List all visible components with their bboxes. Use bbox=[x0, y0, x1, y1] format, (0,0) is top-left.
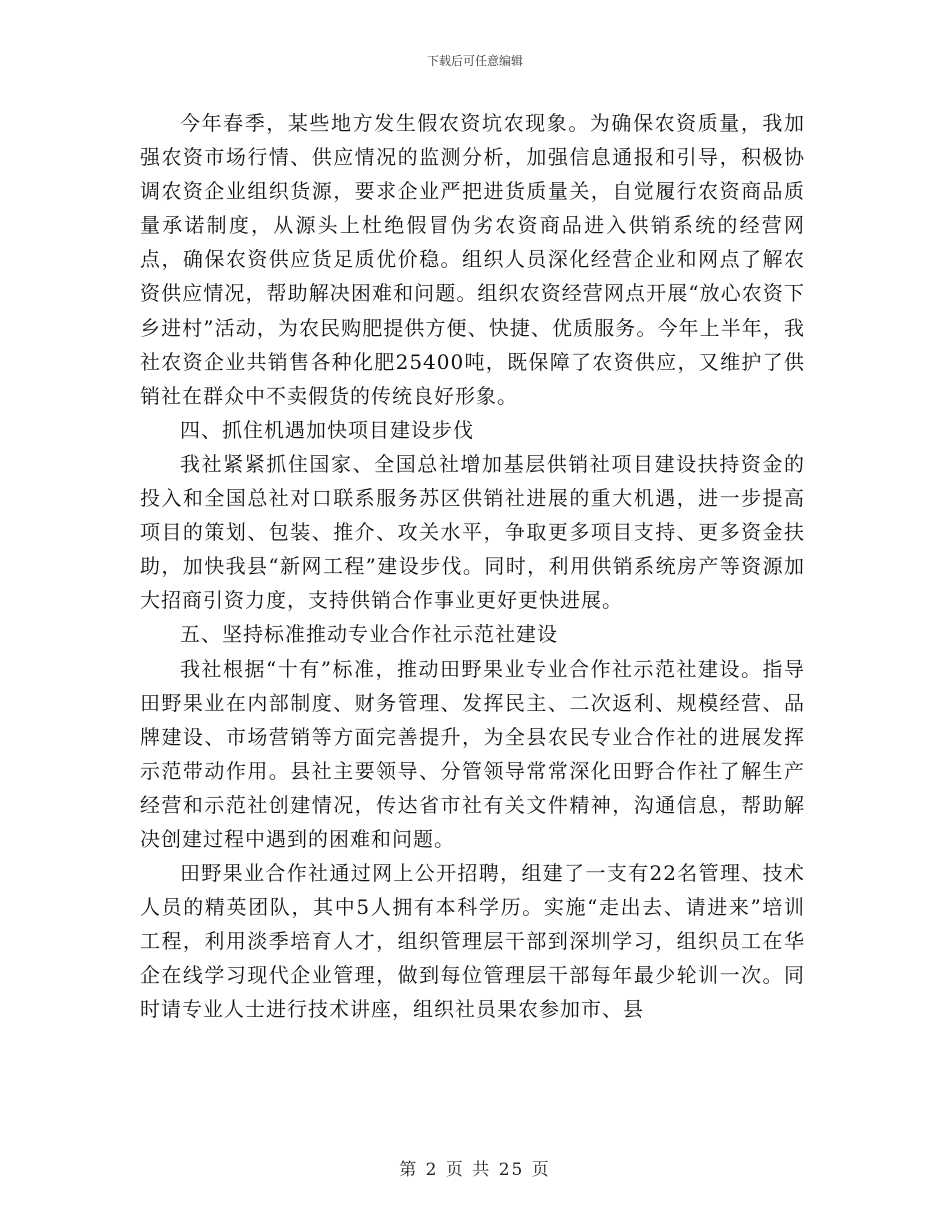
page-number-footer: 第 2 页 共 25 页 bbox=[399, 1160, 551, 1180]
paragraph-agri-supply: 今年春季，某些地方发生假农资坑农现象。为确保农资质量，我加强农资市场行情、供应情况的监测分析，加强信息通报和引导，积极协调农资企业组织货源，要求企业严把进货质量关，自觉履行农资商品质量承诺制度，从源头上杜绝假冒伪劣农资商品进入供销系统的经营网点，确保农资供应货足质优价稳。组织人员深化经营企业和网点了解农资供应情况，帮助解决困难和问题。组织农资经营网点开展“放心农资下乡进村”活动，为农民购肥提供方便、快捷、优质服务。今年上半年，我社农资企业共销售各种化肥25400吨，既保障了农资供应，又维护了供销社在群众中不卖假货的传统良好形象。 bbox=[140, 111, 805, 408]
section-heading-5: 五、坚持标准推动专业合作社示范社建设 bbox=[180, 622, 558, 647]
paragraph-talent-team: 田野果业合作社通过网上公开招聘，组建了一支有22名管理、技术人员的精英团队，其中5人拥有本科学历。实施“走出去、请进来”培训工程，利用淡季培育人才，组织管理层干部到深圳学习，组织员工在华企在线学习现代企业管理，做到每位管理层干部每年最少轮训一次。同时请专业人士进行技术讲座，组织社员果农参加市、县 bbox=[140, 861, 805, 1022]
section-heading-4: 四、抓住机遇加快项目建设步伐 bbox=[180, 417, 474, 442]
page-header: 下载后可任意编辑 bbox=[426, 54, 523, 68]
paragraph-demo-cooperative: 我社根据“十有”标准，推动田野果业专业合作社示范社建设。指导田野果业在内部制度、财务管理、发挥民主、二次返利、规模经营、品牌建设、市场营销等方面完善提升，为全县农民专业合作社的进展发挥示范带动作用。县社主要领导、分管领导常常深化田野合作社了解生产经营和示范社创建情况，传达省市社有关文件精神，沟通信息，帮助解决创建过程中遇到的困难和问题。 bbox=[140, 656, 805, 851]
document-body bbox=[140, 106, 805, 1027]
paragraph-project-construction: 我社紧紧抓住国家、全国总社增加基层供销社项目建设扶持资金的投入和全国总社对口联系服务苏区供销社进展的重大机遇，进一步提高项目的策划、包装、推介、攻关水平，争取更多项目支持、更多资金扶助，加快我县“新网工程”建设步伐。同时，利用供销系统房产等资源加大招商引资力度，支持供销合作事业更好更快进展。 bbox=[140, 451, 805, 613]
